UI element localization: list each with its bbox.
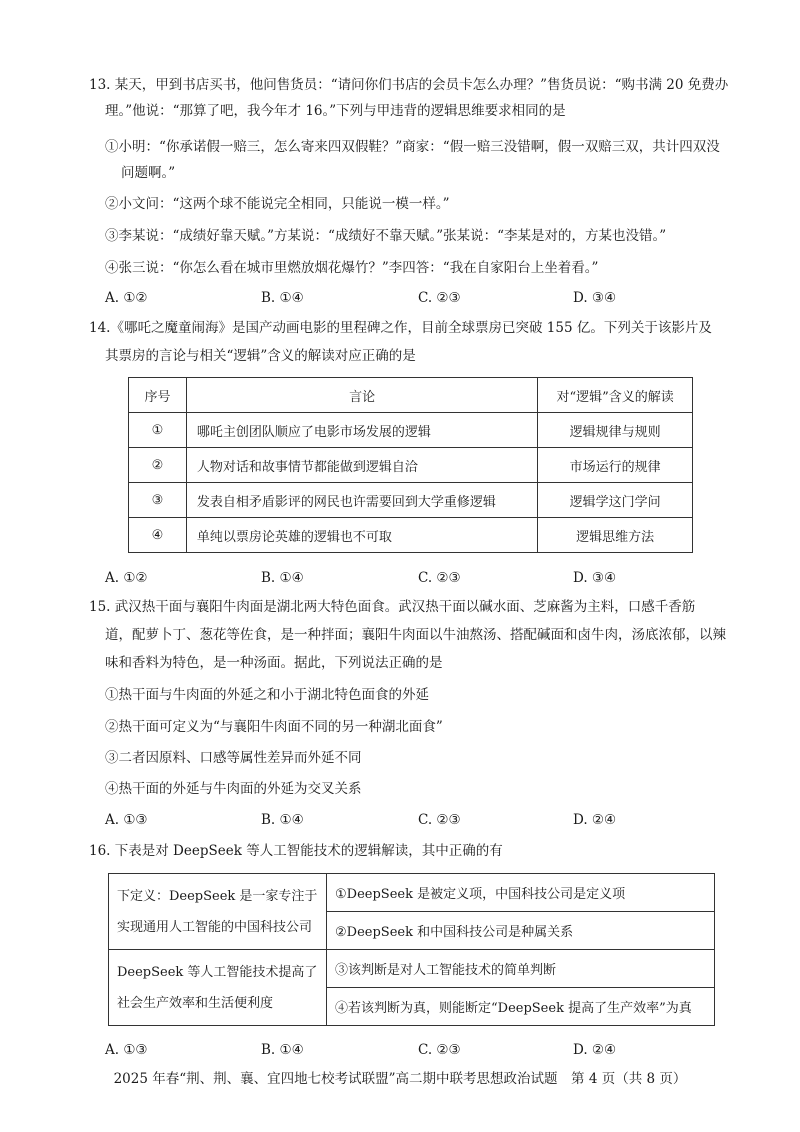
q15-item2: ②热干面可定义为“与襄阳牛肉面不同的另一种湖北面食” <box>105 719 443 735</box>
q14-row1-number: ① <box>129 413 187 448</box>
q13-option-b: B. ①④ <box>261 290 304 306</box>
q15-options <box>105 810 665 830</box>
q14-row4-interpretation: 逻辑思维方法 <box>538 518 693 553</box>
q15-option-b: B. ①④ <box>261 812 304 828</box>
q16-options <box>105 1040 665 1060</box>
q16-option-d: D. ②④ <box>573 1042 617 1058</box>
q15-stem-line1: 15. 武汉热干面与襄阳牛肉面是湖北两大特色面食。武汉热干面以碱水面、芝麻酱为主料，口感千香筋 <box>89 599 696 615</box>
q13-stem-line2: 理。”他说：“那算了吧，我今年才 16。”下列与甲违背的逻辑思维要求相同的是 <box>105 103 566 119</box>
table-row <box>129 518 693 553</box>
q14-row2-interpretation: 市场运行的规律 <box>538 448 693 483</box>
q14-option-c: C. ②③ <box>418 570 461 586</box>
q16-statement-4: ④若该判断为真，则能断定“DeepSeek 提高了生产效率”为真 <box>327 988 715 1026</box>
q15-item1: ①热干面与牛肉面的外延之和小于湖北特色面食的外延 <box>105 687 429 703</box>
q16-option-a: A. ①③ <box>105 1042 148 1058</box>
q14-option-a: A. ①② <box>105 570 148 586</box>
q13-item3: ③李某说：“成绩好靠天赋。”方某说：“成绩好不靠天赋。”张某说：“李某是对的，方某也没错。” <box>105 228 667 244</box>
q14-row3-interpretation: 逻辑学这门学问 <box>538 483 693 518</box>
q16-statement-3: ③该判断是对人工智能技术的简单判断 <box>327 950 715 988</box>
q16-definition-cell: 下定义：DeepSeek 是一家专注于实现通用人工智能的中国科技公司 <box>109 874 327 950</box>
q14-options <box>105 568 665 588</box>
q13-option-a: A. ①② <box>105 290 148 306</box>
q13-option-d: D. ③④ <box>573 290 617 306</box>
q15-item4: ④热干面的外延与牛肉面的外延为交叉关系 <box>105 781 362 797</box>
q15-item3: ③二者因原料、口感等属性差异而外延不同 <box>105 750 362 766</box>
q16-stem: 16. 下表是对 DeepSeek 等人工智能技术的逻辑解读，其中正确的有 <box>89 843 503 859</box>
q16-statement-1: ①DeepSeek 是被定义项，中国科技公司是定义项 <box>327 874 715 912</box>
q14-row2-statement: 人物对话和故事情节都能做到逻辑自洽 <box>186 448 537 483</box>
q14-option-d: D. ③④ <box>573 570 617 586</box>
q13-option-c: C. ②③ <box>418 290 461 306</box>
q14-option-b: B. ①④ <box>261 570 304 586</box>
q14-row4-statement: 单纯以票房论英雄的逻辑也不可取 <box>186 518 537 553</box>
table-row <box>109 874 715 912</box>
q14-row2-number: ② <box>129 448 187 483</box>
q15-option-c: C. ②③ <box>418 812 461 828</box>
q14-row3-statement: 发表自相矛盾影评的网民也许需要回到大学重修逻辑 <box>186 483 537 518</box>
q14-stem-line1: 14.《哪吒之魔童闹海》是国产动画电影的里程碑之作，目前全球票房已突破 155 亿。下列关于该影片及 <box>89 320 712 336</box>
q15-option-d: D. ②④ <box>573 812 617 828</box>
q14-header-interpretation: 对“逻辑”含义的解读 <box>538 378 693 413</box>
q16-table <box>108 873 715 1026</box>
q16-option-c: C. ②③ <box>418 1042 461 1058</box>
q15-option-a: A. ①③ <box>105 812 148 828</box>
q14-table-header <box>129 378 693 413</box>
table-row <box>129 448 693 483</box>
q14-table <box>128 377 693 553</box>
q14-row1-interpretation: 逻辑规律与规则 <box>538 413 693 448</box>
q15-stem-line2: 道，配萝卜丁、葱花等佐食，是一种拌面；襄阳牛肉面以牛油熬汤、搭配碱面和卤牛肉，汤底浓郁，以辣 <box>105 627 726 643</box>
page-footer: 2025 年春“荆、荆、襄、宜四地七校考试联盟”高二期中联考思想政治试题 第 4 页（共 8 页） <box>113 1071 687 1087</box>
q16-option-b: B. ①④ <box>261 1042 304 1058</box>
q13-item1-line1: ①小明：“你承诺假一赔三，怎么寄来四双假鞋？”商家：“假一赔三没错啊，假一双赔三双，共计四双没 <box>105 139 720 155</box>
q14-stem-line2: 其票房的言论与相关“逻辑”含义的解读对应正确的是 <box>105 348 416 364</box>
q16-judgment-cell: DeepSeek 等人工智能技术提高了社会生产效率和生活便利度 <box>109 950 327 1026</box>
q13-stem-line1: 13. 某天，甲到书店买书，他问售货员：“请问你们书店的会员卡怎么办理？”售货员说：“购书满 20 免费办 <box>89 77 729 93</box>
q14-row1-statement: 哪吒主创团队顺应了电影市场发展的逻辑 <box>186 413 537 448</box>
q14-header-number: 序号 <box>129 378 187 413</box>
q13-options <box>105 288 665 308</box>
q15-stem-line3: 味和香料为特色，是一种汤面。据此，下列说法正确的是 <box>105 655 443 671</box>
q13-item1-line2: 问题啊。” <box>121 165 176 181</box>
table-row <box>129 483 693 518</box>
q14-row4-number: ④ <box>129 518 187 553</box>
q13-item4: ④张三说：“你怎么看在城市里燃放烟花爆竹？”李四答：“我在自家阳台上坐着看。” <box>105 260 599 276</box>
q16-statement-2: ②DeepSeek 和中国科技公司是种属关系 <box>327 912 715 950</box>
q13-item2: ②小文问：“这两个球不能说完全相同，只能说一模一样。” <box>105 196 450 212</box>
q14-row3-number: ③ <box>129 483 187 518</box>
table-row <box>109 950 715 988</box>
q14-header-statement: 言论 <box>186 378 537 413</box>
table-row <box>129 413 693 448</box>
